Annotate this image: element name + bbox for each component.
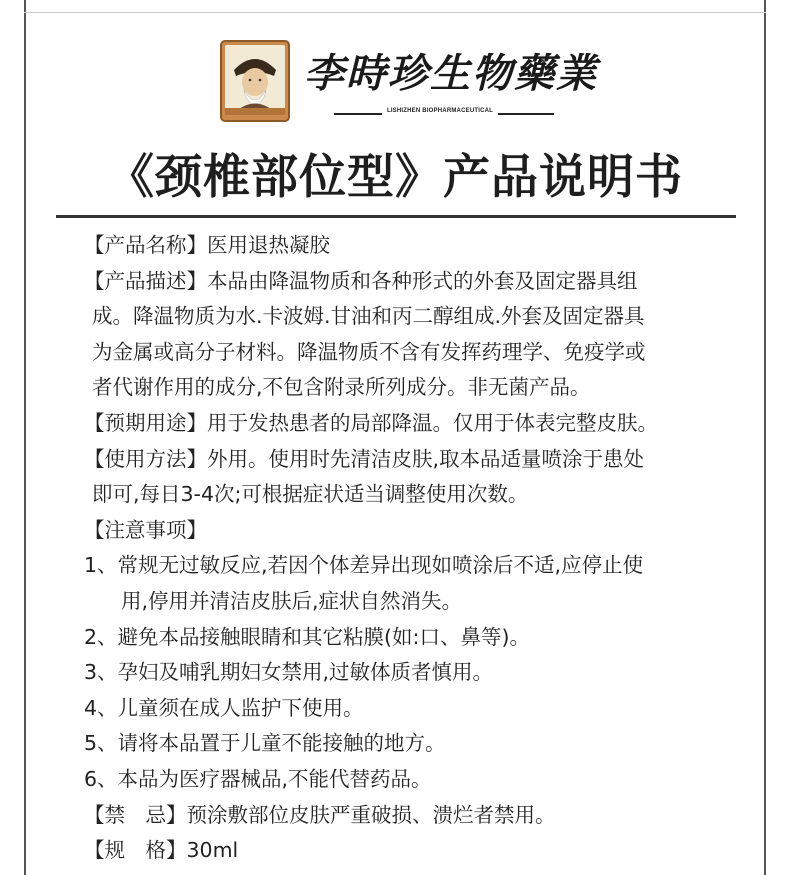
notes-item: 3、孕妇及哺乳期妇女禁用,过敏体质者慎用。 xyxy=(84,660,494,685)
brand-underline-right xyxy=(498,113,554,115)
brand-name: 李時珍生物藥業 xyxy=(304,50,598,97)
product-name-line: 【产品名称】医用退热凝胶 xyxy=(84,233,330,257)
notes-item: 5、请将本品置于儿童不能接触的地方。 xyxy=(84,731,446,756)
description-line: 为金属或高分子材料。降温物质不含有发挥药理学、免疫学或 xyxy=(92,339,646,364)
intended-use-line: 【预期用途】用于发热患者的局部降温。仅用于体表完整皮肤。 xyxy=(84,410,658,435)
frame-top-border xyxy=(24,12,766,13)
instructions-body xyxy=(84,228,744,869)
contraindications-line: 【禁 忌】预涂敷部位皮肤严重破损、溃烂者禁用。 xyxy=(84,802,556,827)
notes-item: 2、避免本品接触眼睛和其它粘膜(如:口、鼻等)。 xyxy=(84,624,530,649)
description-line: 成。降温物质为水.卡波姆.甘油和丙二醇组成.外套及固定器具 xyxy=(92,304,645,329)
description-line: 【产品描述】本品由降温物质和各种形式的外套及固定器具组 xyxy=(84,268,638,293)
usage-line: 【使用方法】外用。使用时先清洁皮肤,取本品适量喷涂于患处 xyxy=(84,446,645,471)
brand-subtitle: LISHIZHEN BIOPHARMACEUTICAL xyxy=(386,108,494,114)
notes-item: 6、本品为医疗器械品,不能代替药品。 xyxy=(84,766,432,791)
document-title: 《颈椎部位型》产品说明书 xyxy=(107,150,683,205)
notes-item: 4、儿童须在成人监护下使用。 xyxy=(84,695,364,720)
founder-portrait-logo xyxy=(220,40,290,122)
brand-header xyxy=(218,40,598,124)
notes-heading: 【注意事项】 xyxy=(84,517,207,542)
title-divider xyxy=(56,215,736,218)
brand-underline-left xyxy=(334,113,382,115)
notes-item: 用,停用并清洁皮肤后,症状自然消失。 xyxy=(121,588,463,613)
notes-item: 1、常规无过敏反应,若因个体差异出现如喷涂后不适,应停止使 xyxy=(84,553,644,578)
description-line: 者代谢作用的成分,不包含附录所列成分。非无菌产品。 xyxy=(92,375,591,400)
frame-left-border xyxy=(24,0,26,875)
usage-line: 即可,每日3-4次;可根据症状适当调整使用次数。 xyxy=(92,482,529,507)
specification-line: 【规 格】30ml xyxy=(84,838,239,863)
frame-right-border xyxy=(764,0,766,875)
